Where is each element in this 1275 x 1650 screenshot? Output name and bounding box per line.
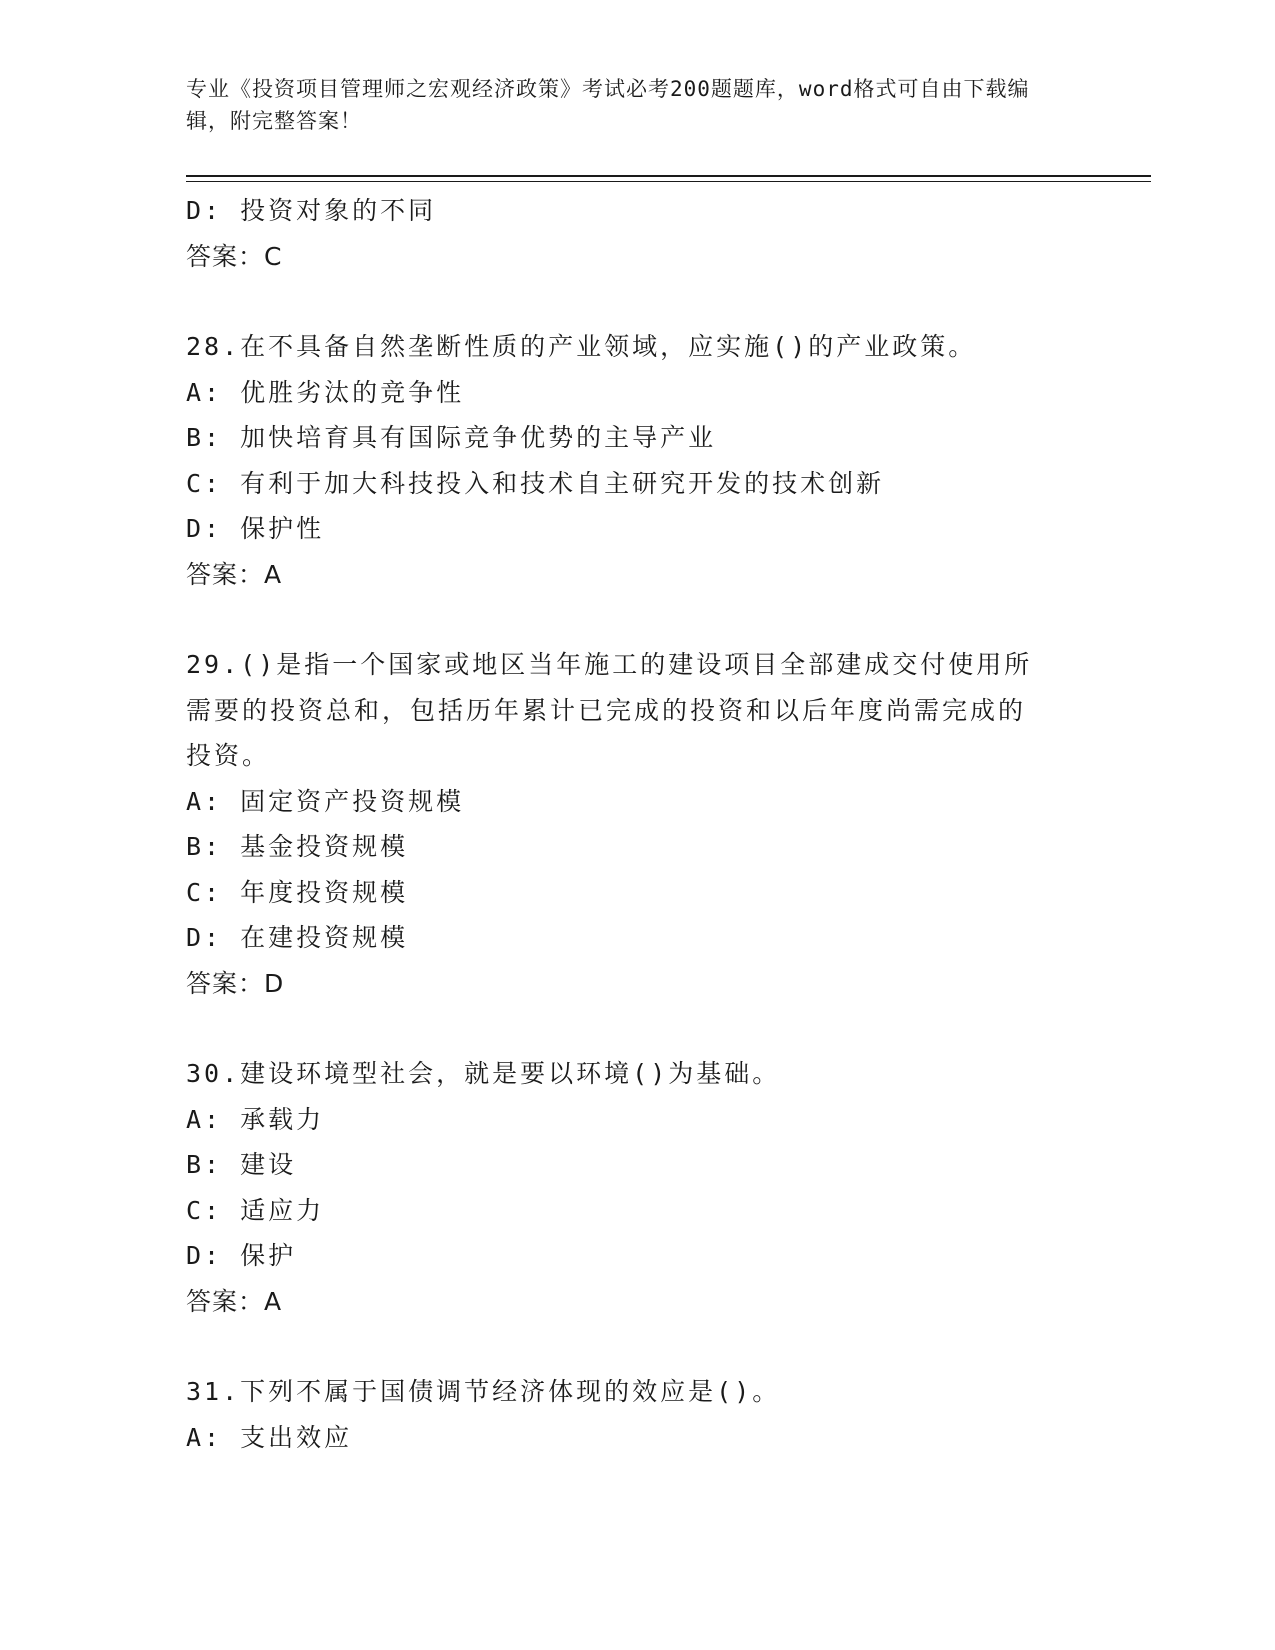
spacer: [186, 597, 1086, 642]
option-c: C: 适应力: [186, 1195, 325, 1225]
option-a: A: 支出效应: [186, 1422, 353, 1452]
spacer: [186, 279, 1086, 324]
question-29: [186, 642, 1086, 1006]
document-header: 专业《投资项目管理师之宏观经济政策》考试必考200题题库，word格式可自由下载编辑，附完整答案！: [186, 77, 1030, 133]
option-a: A: 固定资产投资规模: [186, 786, 465, 816]
option-d: D: 投资对象的不同: [186, 196, 437, 225]
question-31: [186, 1369, 1086, 1460]
answer-label: 答案：A: [186, 1286, 283, 1316]
option-b: B: 基金投资规模: [186, 832, 409, 861]
answer-label: 答案：D: [186, 968, 285, 998]
answer-label: 答案：C: [186, 241, 283, 271]
question-30: [186, 1051, 1086, 1324]
answer-label: 答案：A: [186, 559, 283, 589]
option-d: D: 在建投资规模: [186, 923, 409, 952]
question-27-tail: [186, 188, 1086, 279]
question-28: [186, 324, 1086, 597]
option-d: D: 保护性: [186, 514, 325, 543]
question-list: [186, 188, 1086, 1460]
spacer: [186, 1324, 1086, 1369]
option-a: A: 优胜劣汰的竞争性: [186, 377, 465, 407]
option-b: B: 加快培育具有国际竞争优势的主导产业: [186, 423, 717, 452]
header-divider-thick: [186, 175, 1151, 177]
option-a: A: 承载力: [186, 1104, 325, 1134]
header-divider-thin: [186, 181, 1151, 182]
spacer: [186, 1006, 1086, 1051]
option-c: C: 有利于加大科技投入和技术自主研究开发的技术创新: [186, 468, 885, 498]
option-c: C: 年度投资规模: [186, 877, 409, 907]
option-d: D: 保护: [186, 1241, 297, 1270]
question-stem: 29.()是指一个国家或地区当年施工的建设项目全部建成交付使用所需要的投资总和，包括历年累计已完成的投资和以后年度尚需完成的投资。: [186, 650, 1033, 770]
question-stem: 31.下列不属于国债调节经济体现的效应是()。: [186, 1377, 781, 1406]
option-b: B: 建设: [186, 1150, 297, 1179]
question-stem: 30.建设环境型社会，就是要以环境()为基础。: [186, 1059, 781, 1088]
question-stem: 28.在不具备自然垄断性质的产业领域，应实施()的产业政策。: [186, 332, 977, 361]
